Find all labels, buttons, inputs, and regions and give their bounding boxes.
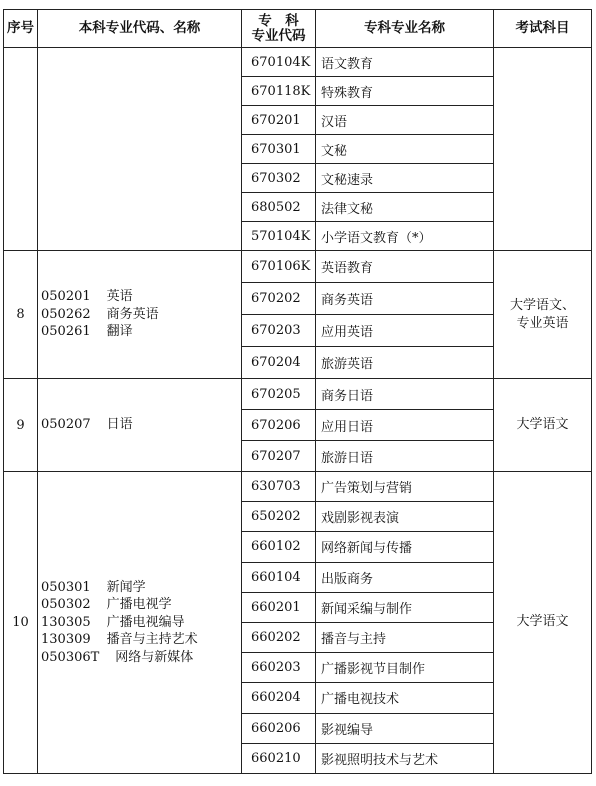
assoc-code: 660102 — [242, 532, 316, 562]
bachelor-major — [41, 614, 241, 632]
bachelor-code: 050306T — [41, 649, 100, 665]
bachelor-major — [41, 649, 241, 667]
assoc-code: 670203 — [242, 315, 316, 347]
assoc-name: 播音与主持 — [316, 622, 494, 652]
header-assoc-name: 专科专业名称 — [316, 10, 494, 48]
table-row — [4, 48, 592, 77]
bachelor-major — [41, 631, 241, 649]
assoc-code: 650202 — [242, 502, 316, 532]
assoc-code: 670202 — [242, 283, 316, 315]
bachelor-major — [41, 579, 241, 597]
bachelor-major — [41, 288, 241, 306]
assoc-name: 广播影视节目制作 — [316, 653, 494, 683]
assoc-name: 文秘 — [316, 135, 494, 164]
bachelor-name: 英语 — [106, 289, 133, 305]
bachelor-major — [41, 323, 241, 341]
assoc-code: 570104K — [242, 222, 316, 251]
assoc-name: 小学语文教育（*） — [316, 222, 494, 251]
header-bachelor: 本科专业代码、名称 — [38, 10, 242, 48]
bachelor-major — [41, 596, 241, 614]
assoc-code: 670302 — [242, 164, 316, 193]
assoc-name: 商务英语 — [316, 283, 494, 315]
assoc-name: 广告策划与营销 — [316, 472, 494, 502]
assoc-code: 660204 — [242, 683, 316, 713]
group-seq: 10 — [4, 472, 38, 774]
bachelor-code: 050207 — [41, 417, 91, 433]
bachelor-name: 日语 — [106, 417, 133, 433]
exam-subject: 专业英语 — [516, 315, 569, 331]
assoc-name: 汉语 — [316, 106, 494, 135]
bachelor-name: 播音与主持艺术 — [106, 632, 198, 648]
bachelor-code: 130305 — [41, 614, 91, 630]
bachelor-code: 050261 — [41, 324, 91, 340]
assoc-code: 670206 — [242, 410, 316, 441]
exam-subject: 大学语文、 — [509, 297, 575, 313]
group-seq: 8 — [4, 251, 38, 379]
assoc-code: 660202 — [242, 622, 316, 652]
assoc-name: 文秘速录 — [316, 164, 494, 193]
table-body — [4, 48, 592, 774]
bachelor-name: 翻译 — [106, 324, 133, 340]
bachelor-majors — [38, 472, 242, 774]
bachelor-major — [41, 306, 241, 324]
assoc-name: 应用日语 — [316, 410, 494, 441]
major-table — [3, 9, 592, 774]
bachelor-code: 050301 — [41, 579, 91, 595]
exam-subjects — [494, 379, 592, 472]
exam-subjects — [494, 472, 592, 774]
assoc-code: 680502 — [242, 193, 316, 222]
assoc-code: 670104K — [242, 48, 316, 77]
assoc-code: 670205 — [242, 379, 316, 410]
assoc-name: 网络新闻与传播 — [316, 532, 494, 562]
exam-subject: 大学语文 — [516, 614, 569, 630]
exam-subjects — [494, 251, 592, 379]
group-seq: 9 — [4, 379, 38, 472]
assoc-code: 660104 — [242, 562, 316, 592]
assoc-code: 660210 — [242, 743, 316, 773]
assoc-code: 670204 — [242, 347, 316, 379]
header-assoc-code — [242, 10, 316, 48]
assoc-name: 出版商务 — [316, 562, 494, 592]
assoc-code: 670106K — [242, 251, 316, 283]
assoc-name: 影视编导 — [316, 713, 494, 743]
assoc-name: 法律文秘 — [316, 193, 494, 222]
header-seq: 序号 — [4, 10, 38, 48]
group-seq — [4, 48, 38, 251]
header-assoc-code-line1: 专 科 — [258, 12, 299, 29]
bachelor-name: 广播电视学 — [106, 597, 172, 613]
assoc-code: 660201 — [242, 592, 316, 622]
bachelor-code: 050262 — [41, 306, 91, 322]
bachelor-code: 050201 — [41, 289, 91, 305]
assoc-name: 广播电视技术 — [316, 683, 494, 713]
header-exam: 考试科目 — [494, 10, 592, 48]
bachelor-major — [41, 416, 241, 434]
header-assoc-code-line2: 专业代码 — [251, 27, 306, 44]
table-row — [4, 251, 592, 283]
assoc-code: 630703 — [242, 472, 316, 502]
bachelor-majors — [38, 48, 242, 251]
bachelor-majors — [38, 251, 242, 379]
assoc-code: 660203 — [242, 653, 316, 683]
assoc-code: 670301 — [242, 135, 316, 164]
assoc-name: 语文教育 — [316, 48, 494, 77]
bachelor-name: 广播电视编导 — [106, 614, 185, 630]
bachelor-code: 130309 — [41, 632, 91, 648]
assoc-name: 商务日语 — [316, 379, 494, 410]
bachelor-name: 网络与新媒体 — [115, 649, 194, 665]
bachelor-code: 050302 — [41, 597, 91, 613]
table-row — [4, 472, 592, 502]
table-row — [4, 379, 592, 410]
assoc-name: 戏剧影视表演 — [316, 502, 494, 532]
exam-subject: 大学语文 — [516, 417, 569, 432]
assoc-code: 660206 — [242, 713, 316, 743]
assoc-name: 旅游日语 — [316, 441, 494, 472]
assoc-name: 应用英语 — [316, 315, 494, 347]
assoc-code: 670201 — [242, 106, 316, 135]
assoc-name: 英语教育 — [316, 251, 494, 283]
assoc-code: 670118K — [242, 77, 316, 106]
bachelor-majors — [38, 379, 242, 472]
assoc-name: 特殊教育 — [316, 77, 494, 106]
assoc-name: 影视照明技术与艺术 — [316, 743, 494, 773]
assoc-name: 旅游英语 — [316, 347, 494, 379]
exam-subjects — [494, 48, 592, 251]
assoc-name: 新闻采编与制作 — [316, 592, 494, 622]
bachelor-name: 新闻学 — [106, 579, 146, 595]
bachelor-name: 商务英语 — [106, 306, 159, 322]
header-row — [4, 10, 592, 48]
assoc-code: 670207 — [242, 441, 316, 472]
